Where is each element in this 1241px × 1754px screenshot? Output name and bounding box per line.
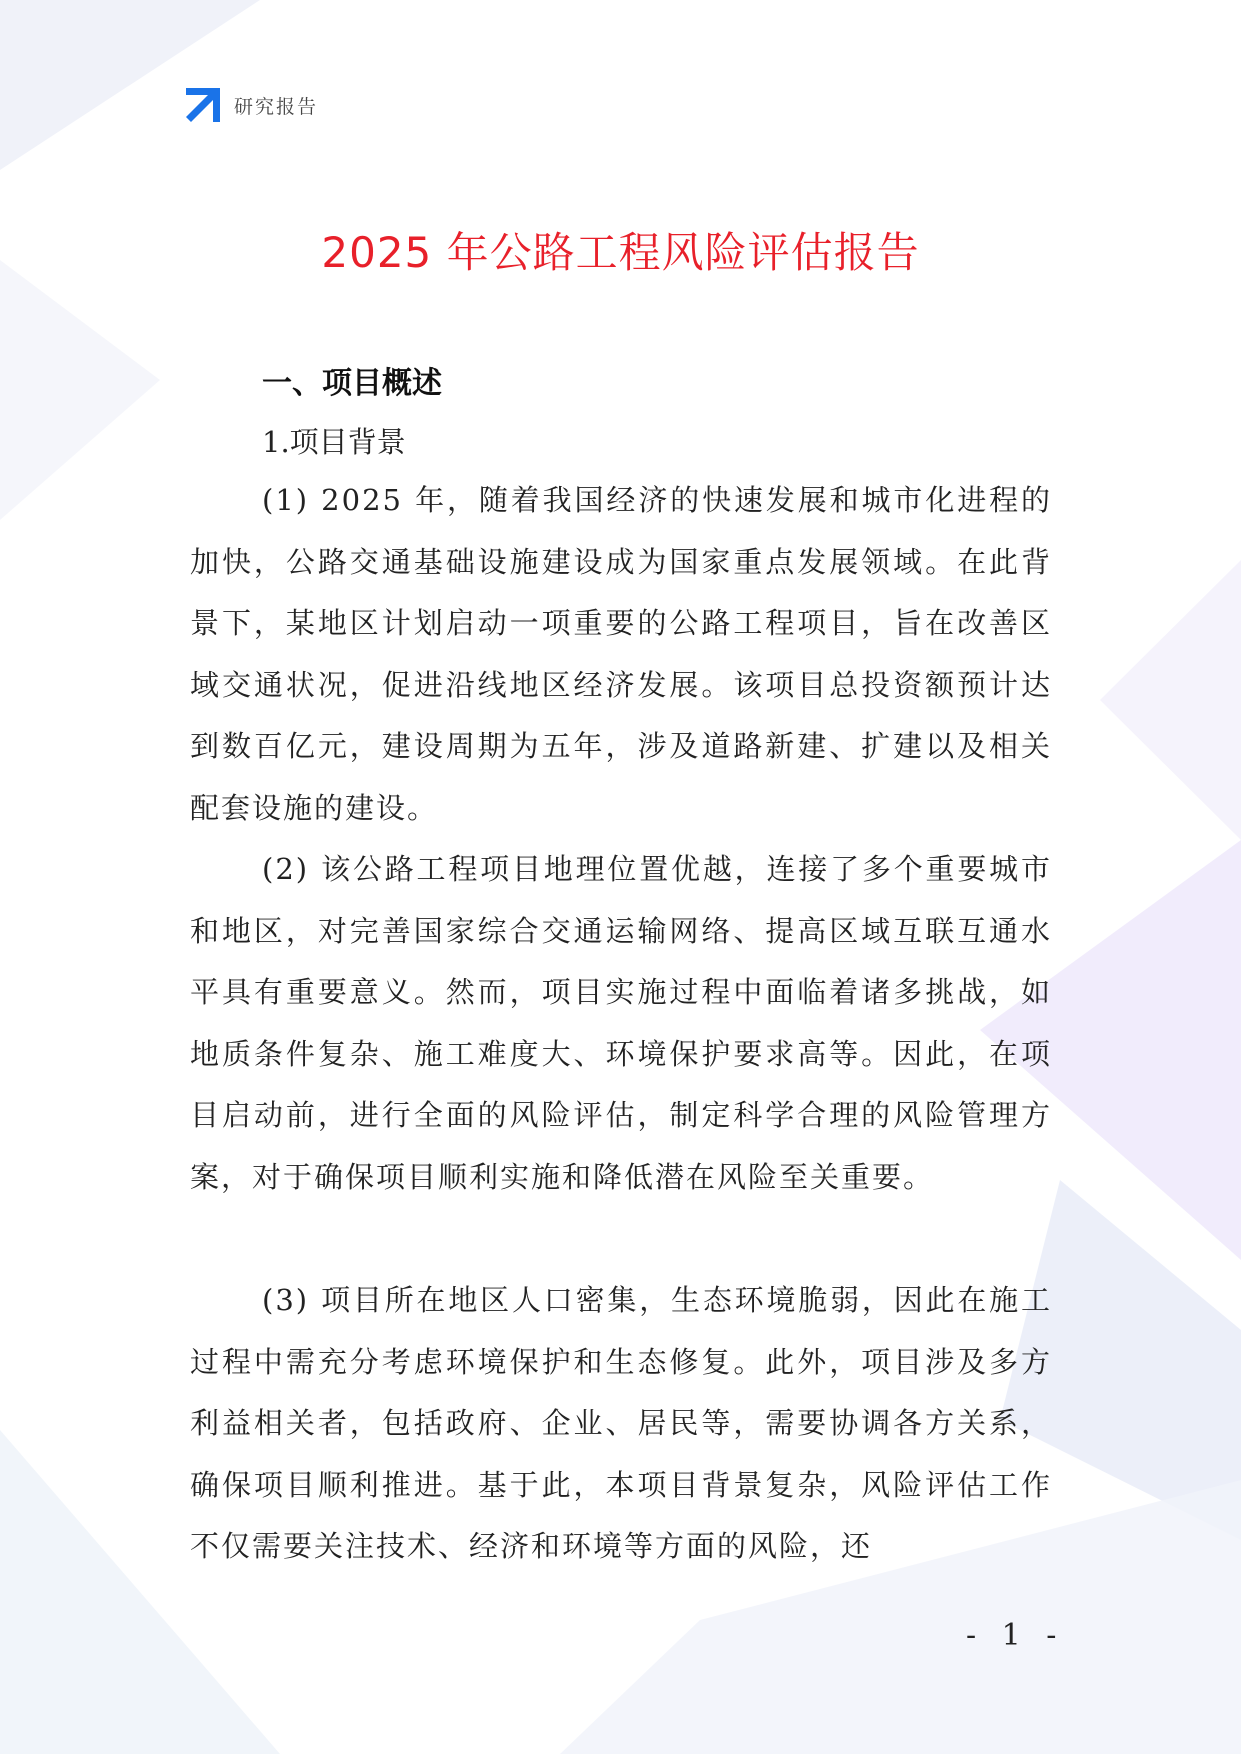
page-number: - 1 - (966, 1618, 1065, 1653)
paragraph-3: (3) 项目所在地区人口密集，生态环境脆弱，因此在施工过程中需充分考虑环境保护和生态修复。此外，项目涉及多方利益相关者，包括政府、企业、居民等，需要协调各方关系，确保项目顺利推进。基于此，本项目背景复杂，风险评估工作不仅需要关注技术、经济和环境等方面的风险，还 (190, 1283, 1052, 1563)
paragraph-2: (2) 该公路工程项目地理位置优越，连接了多个重要城市和地区，对完善国家综合交通运输网络、提高区域互联互通水平具有重要意义。然而，项目实施过程中面临着诸多挑战，如地质条件复杂、施工难度大、环境保护要求高等。因此，在项目启动前，进行全面的风险评估，制定科学合理的风险管理方案，对于确保项目顺利实施和降低潜在风险至关重要。 (190, 852, 1052, 1194)
sub-heading: 1.项目背景 (262, 425, 406, 459)
header-label: 研究报告 (234, 95, 319, 118)
paragraph-1: (1) 2025 年，随着我国经济的快速发展和城市化进程的加快，公路交通基础设施建设成为国家重点发展领域。在此背景下，某地区计划启动一项重要的公路工程项目，旨在改善区域交通状况，促进沿线地区经济发展。该项目总投资额预计达到数百亿元，建设周期为五年，涉及道路新建、扩建以及相关配套设施的建设。 (190, 483, 1052, 825)
section-heading: 一、项目概述 (262, 366, 442, 401)
arrow-up-right-icon (186, 88, 220, 122)
report-header (186, 88, 318, 122)
document-title: 2025 年公路工程风险评估报告 (321, 228, 920, 277)
